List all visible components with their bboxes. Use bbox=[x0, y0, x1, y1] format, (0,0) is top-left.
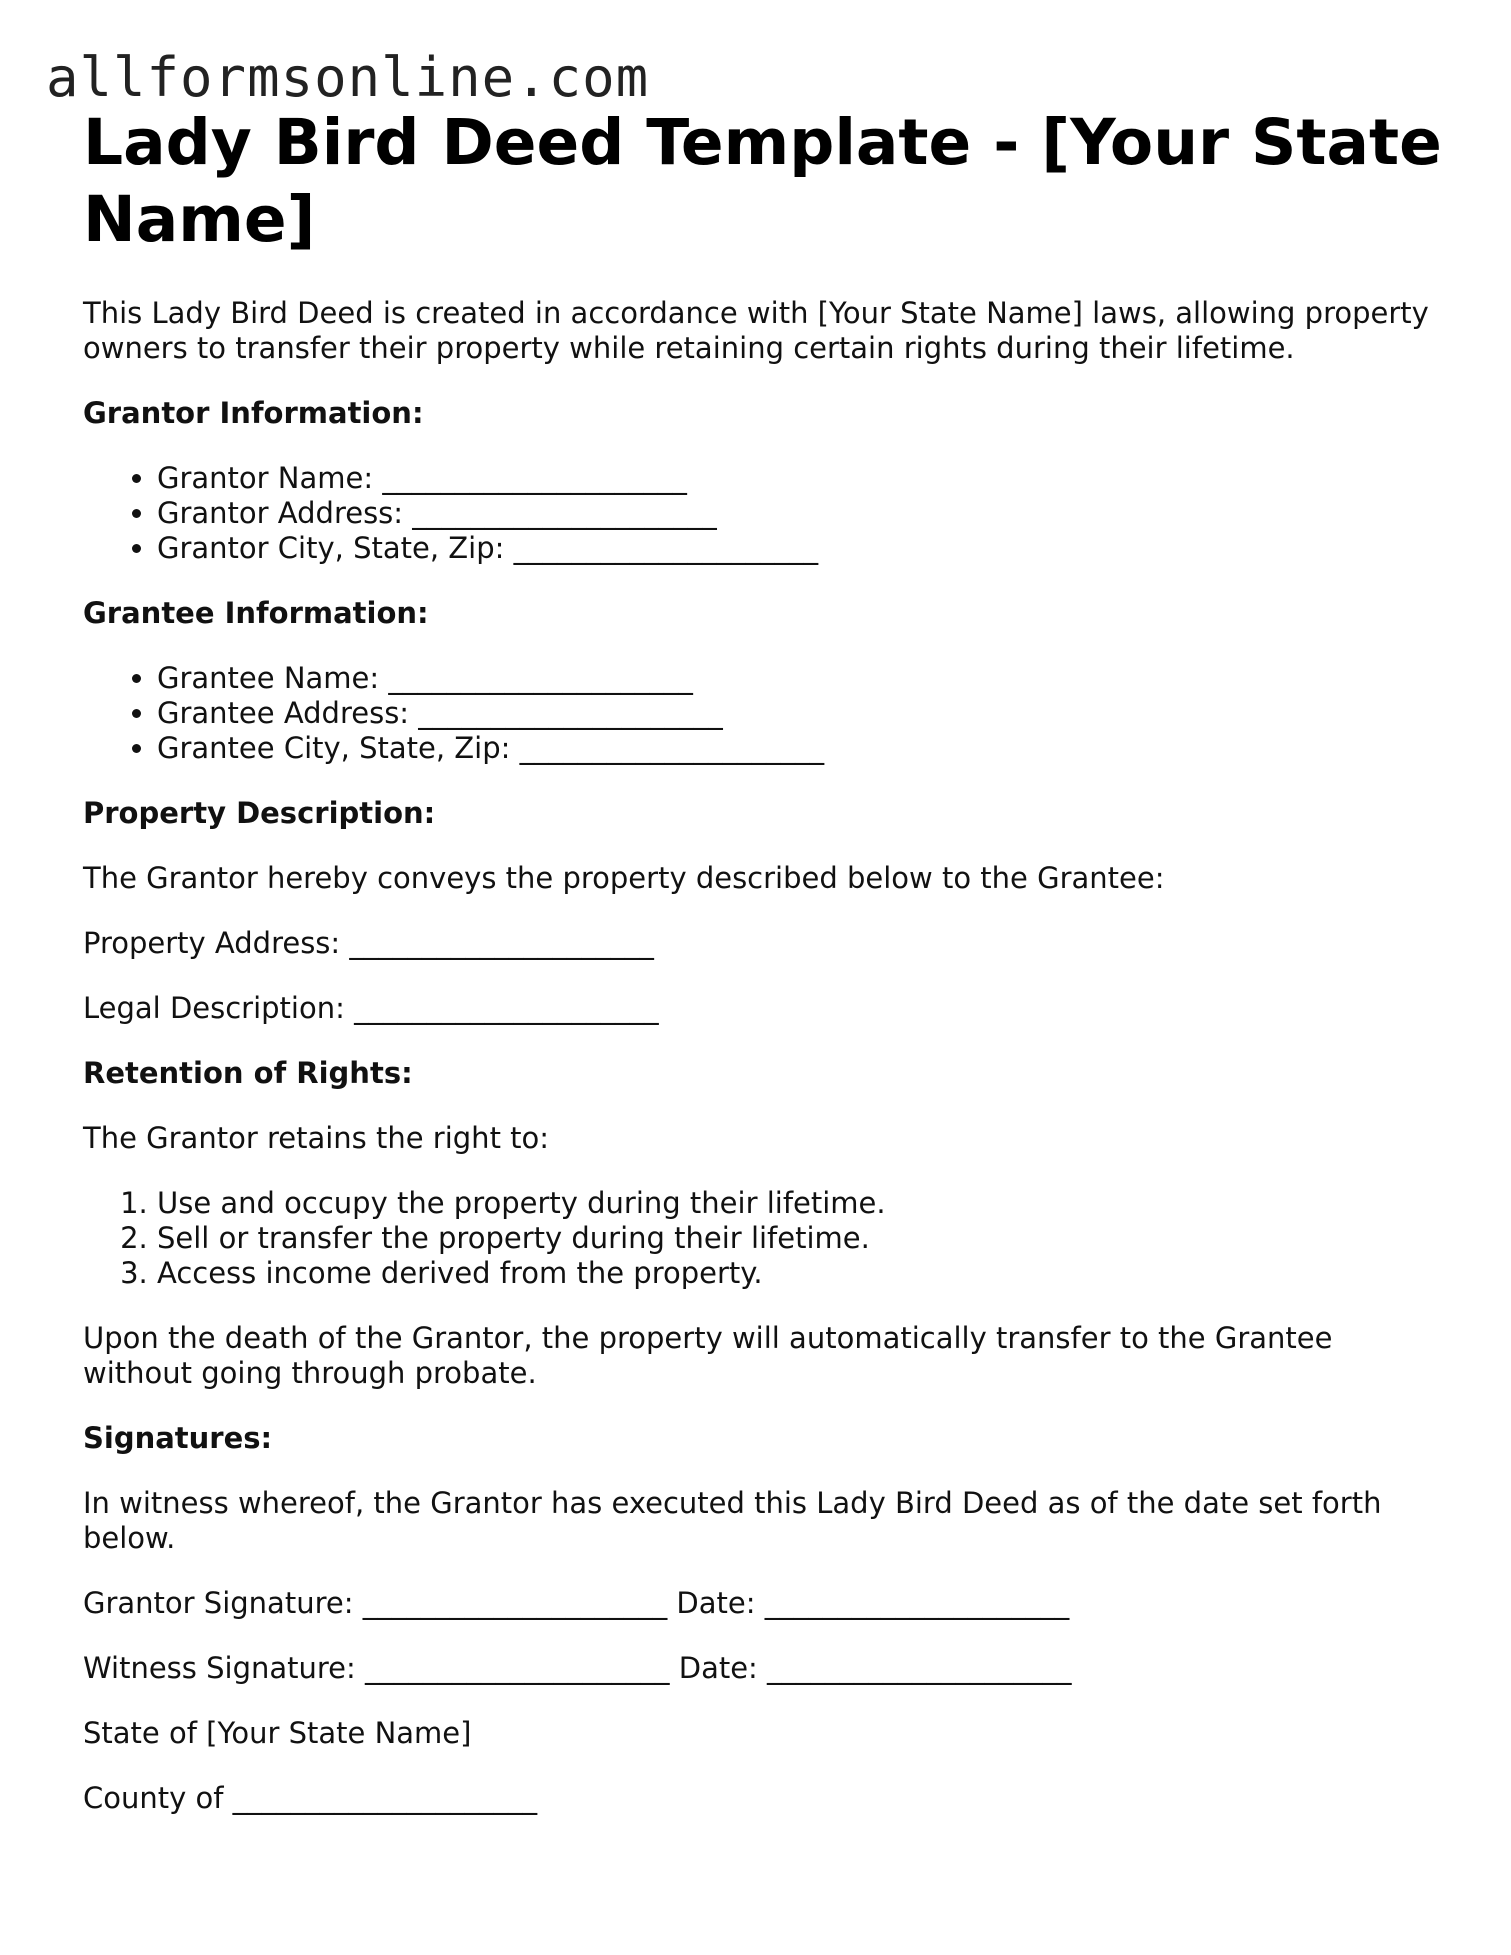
retention-heading: Retention of Rights: bbox=[83, 1056, 413, 1090]
right-item: 1. Use and occupy the property during their lifetime. bbox=[157, 1186, 1443, 1221]
retention-statement: The Grantor retains the right to: bbox=[83, 1121, 550, 1155]
property-address-field: Property Address: _____________________ bbox=[83, 926, 654, 960]
grantee-address-field: • Grantee Address: _____________________ bbox=[157, 696, 1443, 731]
state-line: State of [Your State Name] bbox=[83, 1716, 472, 1750]
county-line: County of _____________________ bbox=[83, 1781, 538, 1815]
witness-signature-line: Witness Signature: _____________________ Date: _____________________ bbox=[83, 1651, 1072, 1685]
grantee-heading: Grantee Information: bbox=[83, 596, 429, 630]
legal-description-field: Legal Description: _____________________ bbox=[83, 991, 659, 1025]
grantor-signature-line: Grantor Signature: _____________________ Date: _____________________ bbox=[83, 1586, 1070, 1620]
site-watermark: allformsonline.com bbox=[46, 46, 650, 109]
signatures-heading: Signatures: bbox=[83, 1421, 273, 1455]
grantor-address-field: • Grantor Address: _____________________ bbox=[157, 496, 1443, 531]
witness-statement: In witness whereof, the Grantor has executed this Lady Bird Deed as of the date set forth below. bbox=[83, 1486, 1382, 1555]
right-item: 2. Sell or transfer the property during their lifetime. bbox=[157, 1221, 1443, 1256]
grantee-field-list bbox=[83, 661, 1443, 766]
grantor-city-state-zip-field: • Grantor City, State, Zip: _____________________ bbox=[157, 531, 1443, 566]
grantor-heading: Grantor Information: bbox=[83, 396, 424, 430]
rights-list bbox=[83, 1186, 1443, 1291]
grantor-field-list bbox=[83, 461, 1443, 566]
property-heading: Property Description: bbox=[83, 796, 436, 830]
grantee-city-state-zip-field: • Grantee City, State, Zip: _____________________ bbox=[157, 731, 1443, 766]
grantee-name-field: • Grantee Name: _____________________ bbox=[157, 661, 1443, 696]
intro-paragraph: This Lady Bird Deed is created in accordance with [Your State Name] laws, allowing property owners to transfer their property while retaining certain rights during their lifetime. bbox=[83, 296, 1429, 365]
document-title: Lady Bird Deed Template - [Your State Name] bbox=[83, 106, 1442, 256]
property-statement: The Grantor hereby conveys the property described below to the Grantee: bbox=[83, 861, 1165, 895]
deed-document bbox=[83, 104, 1443, 1816]
death-clause: Upon the death of the Grantor, the property will automatically transfer to the Grantee without going through probate. bbox=[83, 1321, 1333, 1390]
grantor-name-field: • Grantor Name: _____________________ bbox=[157, 461, 1443, 496]
right-item: 3. Access income derived from the property. bbox=[157, 1256, 1443, 1291]
